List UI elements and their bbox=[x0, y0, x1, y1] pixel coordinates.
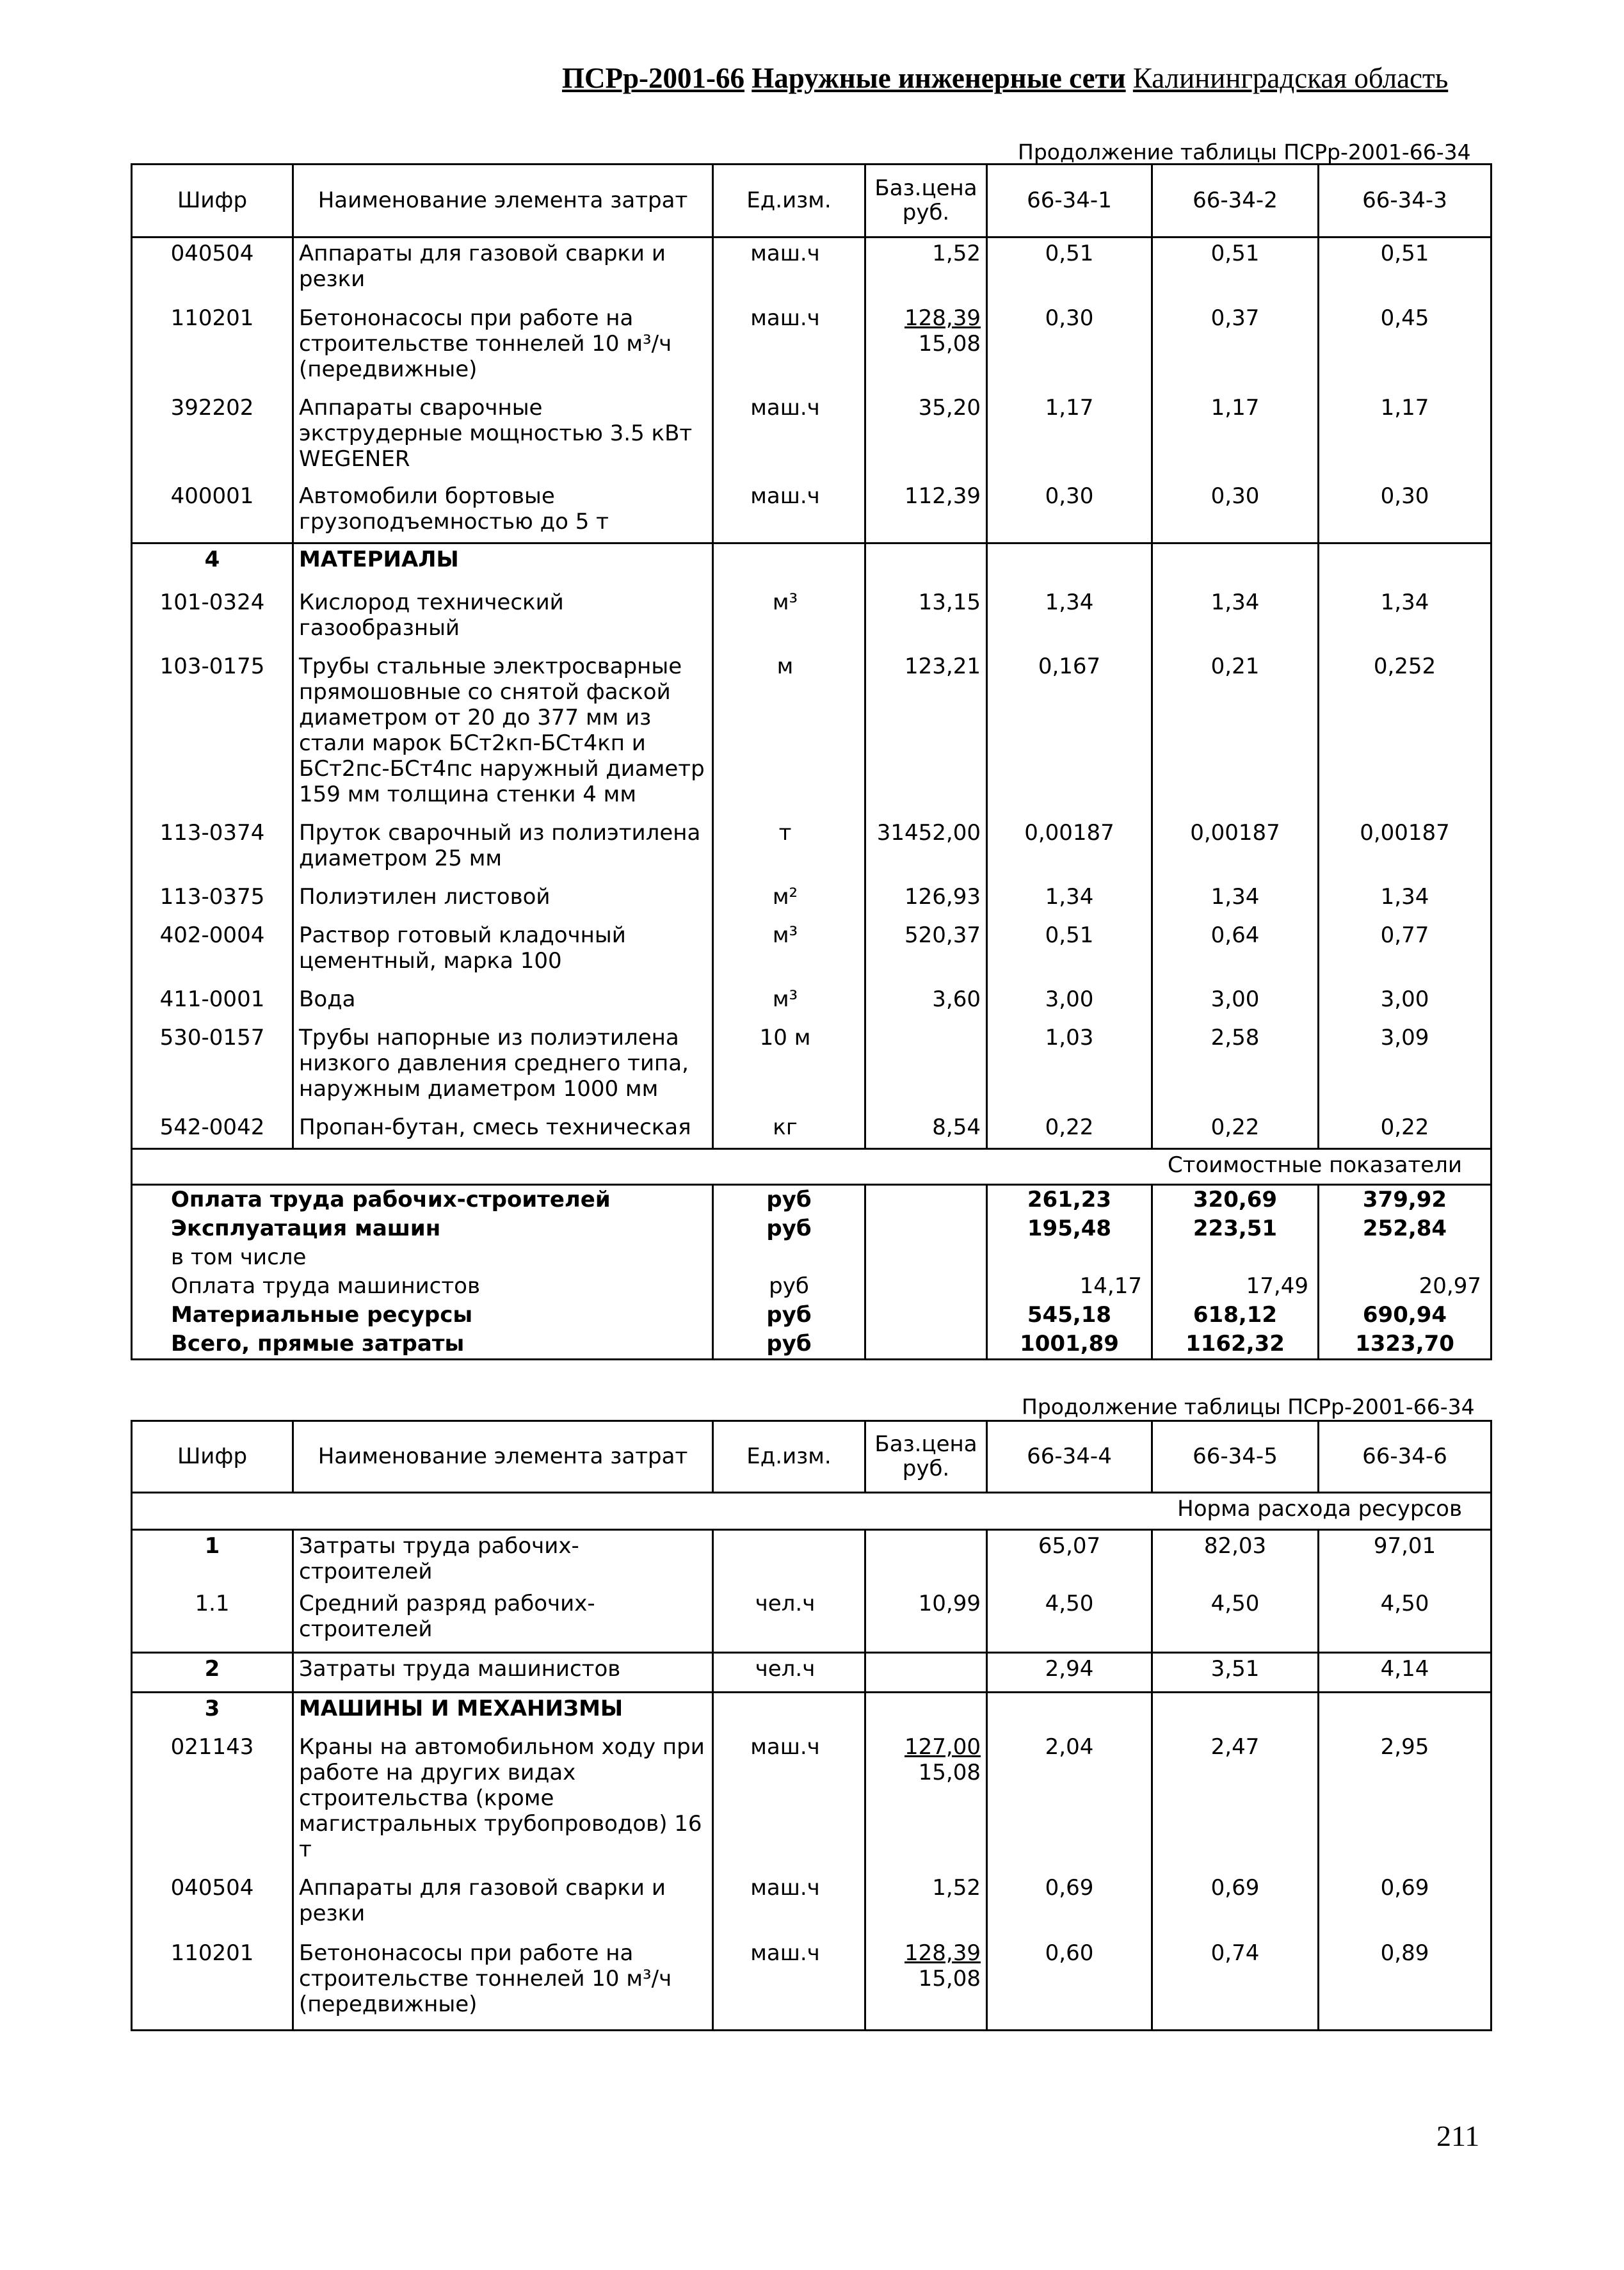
row-price-labor: 15,08 bbox=[918, 1966, 981, 1992]
row-value: 1,34 bbox=[1319, 881, 1491, 920]
summary-row bbox=[132, 1243, 1491, 1272]
row-name: Трубы напорные из полиэтилена низкого давления среднего типа, наружным диаметром 1000 мм bbox=[293, 1022, 713, 1112]
row-value: 0,252 bbox=[1319, 651, 1491, 817]
row-value: 0,69 bbox=[1152, 1872, 1319, 1938]
summary-value: 261,23 bbox=[987, 1185, 1152, 1215]
row-code: 040504 bbox=[170, 241, 254, 266]
col-header-66-34-4: 66-34-4 bbox=[987, 1421, 1152, 1493]
table-row bbox=[132, 1022, 1491, 1112]
row-value: 3,00 bbox=[987, 984, 1152, 1022]
summary-label: Материальные ресурсы bbox=[171, 1302, 473, 1328]
row-code: 113-0374 bbox=[159, 819, 265, 846]
row-price-labor: 15,08 bbox=[918, 1760, 981, 1785]
table-row bbox=[132, 651, 1491, 817]
row-name: Затраты труда рабочих-строителей bbox=[293, 1530, 713, 1589]
norm-header: Норма расхода ресурсов bbox=[132, 1493, 1491, 1530]
row-value: 1,17 bbox=[987, 392, 1152, 481]
row-name: Бетононасосы при работе на строительстве тоннелей 10 м³/ч (передвижные) bbox=[293, 1938, 713, 2030]
table-row bbox=[132, 392, 1491, 481]
summary-row bbox=[132, 1330, 1491, 1360]
row-value: 2,47 bbox=[1152, 1732, 1319, 1872]
summary-value: 195,48 bbox=[987, 1214, 1152, 1243]
row-name: Трубы стальные электросварные прямошовные со снятой фаской диаметром от 20 до 377 мм из стали марок БСт2кп-БСт4кп и БСт2пс-БСт4пс наружный диаметр 159 мм толщина стенки 4 мм bbox=[293, 651, 713, 817]
table-row bbox=[132, 817, 1491, 881]
table2-continuation: Продолжение таблицы ПСРр-2001-66-34 bbox=[1022, 1394, 1475, 1419]
col-header-66-34-1: 66-34-1 bbox=[987, 165, 1152, 237]
row-value: 0,21 bbox=[1152, 651, 1319, 817]
row-value: 1,34 bbox=[1152, 587, 1319, 651]
row-value: 0,00187 bbox=[1319, 817, 1491, 881]
row-unit: чел.ч bbox=[713, 1588, 865, 1652]
row-value: 0,51 bbox=[1319, 237, 1491, 303]
row-name: Пропан-бутан, смесь техническая bbox=[293, 1112, 713, 1149]
row-price bbox=[865, 1022, 987, 1112]
row-price-main: 127,00 bbox=[904, 1734, 981, 1760]
row-unit: т bbox=[713, 817, 865, 881]
summary-label: Эксплуатация машин bbox=[171, 1216, 441, 1241]
cost-header-row bbox=[132, 1149, 1491, 1185]
table1 bbox=[131, 163, 1492, 1360]
row-price-main: 128,39 bbox=[904, 305, 981, 331]
row-code: 400001 bbox=[170, 483, 254, 509]
row-price: 31452,00 bbox=[865, 817, 987, 881]
row-unit: маш.ч bbox=[713, 237, 865, 303]
norm-header-row bbox=[132, 1493, 1491, 1530]
col-header-price: Баз.цена руб. bbox=[865, 165, 987, 237]
row-price: 10,99 bbox=[865, 1588, 987, 1652]
row-price bbox=[865, 1938, 987, 2030]
row-value: 0,69 bbox=[987, 1872, 1152, 1938]
row-value: 2,58 bbox=[1152, 1022, 1319, 1112]
page-number: 211 bbox=[1436, 2120, 1480, 2152]
row-code: 101-0324 bbox=[159, 589, 265, 615]
col-header-name: Наименование элемента затрат bbox=[293, 1421, 713, 1493]
row-value: 0,22 bbox=[1152, 1112, 1319, 1149]
summary-value: 545,18 bbox=[987, 1301, 1152, 1330]
table2-header-row bbox=[132, 1421, 1491, 1493]
row-value: 0,37 bbox=[1152, 303, 1319, 392]
section-number: 4 bbox=[132, 543, 293, 587]
row-value: 0,89 bbox=[1319, 1938, 1491, 2030]
row-value: 1,34 bbox=[1319, 587, 1491, 651]
summary-unit: руб bbox=[713, 1272, 865, 1301]
table-row bbox=[132, 984, 1491, 1022]
row-price: 35,20 bbox=[865, 392, 987, 481]
section-row bbox=[132, 1692, 1491, 1732]
row-value: 0,30 bbox=[1152, 481, 1319, 543]
header-title: Наружные инженерные сети bbox=[752, 62, 1126, 94]
col-header-unit: Ед.изм. bbox=[713, 1421, 865, 1493]
row-value: 0,00187 bbox=[987, 817, 1152, 881]
row-value: 0,167 bbox=[987, 651, 1152, 817]
row-value: 4,14 bbox=[1319, 1652, 1491, 1692]
row-value: 1,34 bbox=[1152, 881, 1319, 920]
row-code: 411-0001 bbox=[159, 986, 265, 1012]
row-unit: маш.ч bbox=[713, 303, 865, 392]
row-value: 3,51 bbox=[1152, 1652, 1319, 1692]
row-unit: кг bbox=[713, 1112, 865, 1149]
cost-header: Стоимостные показатели bbox=[132, 1149, 1491, 1185]
row-value: 1,34 bbox=[987, 587, 1152, 651]
row-code: 021143 bbox=[170, 1734, 254, 1760]
header-region: Калининградская область bbox=[1132, 62, 1449, 94]
row-value: 3,09 bbox=[1319, 1022, 1491, 1112]
row-value: 0,51 bbox=[1152, 237, 1319, 303]
row-code: 113-0375 bbox=[159, 883, 265, 910]
row-unit: м³ bbox=[713, 920, 865, 984]
row-value: 0,30 bbox=[1319, 481, 1491, 543]
row-name: Затраты труда машинистов bbox=[293, 1652, 713, 1692]
summary-value: 223,51 bbox=[1152, 1214, 1319, 1243]
summary-value: 1162,32 bbox=[1152, 1330, 1319, 1360]
row-unit: м² bbox=[713, 881, 865, 920]
row-unit: маш.ч bbox=[713, 392, 865, 481]
row-code: 1 bbox=[204, 1533, 220, 1559]
row-name: Краны на автомобильном ходу при работе на других видах строительства (кроме магистральных трубопроводов) 16 т bbox=[293, 1732, 713, 1872]
summary-row bbox=[132, 1214, 1491, 1243]
row-name: Автомобили бортовые грузоподъемностью до 5 т bbox=[293, 481, 713, 543]
row-unit: маш.ч bbox=[713, 1872, 865, 1938]
row-price bbox=[865, 303, 987, 392]
col-header-66-34-2: 66-34-2 bbox=[1152, 165, 1319, 237]
row-name: Вода bbox=[293, 984, 713, 1022]
table-row bbox=[132, 1112, 1491, 1149]
summary-label: Всего, прямые затраты bbox=[132, 1330, 713, 1360]
row-code: 2 bbox=[132, 1652, 293, 1692]
summary-unit: руб bbox=[713, 1330, 865, 1360]
summary-value: 252,84 bbox=[1319, 1214, 1491, 1243]
summary-unit: руб bbox=[713, 1301, 865, 1330]
summary-value: 14,17 bbox=[987, 1272, 1152, 1301]
col-header-price: Баз.цена руб. bbox=[865, 1421, 987, 1493]
row-value: 1,03 bbox=[987, 1022, 1152, 1112]
summary-unit: руб bbox=[713, 1214, 865, 1243]
row-price: 1,52 bbox=[865, 237, 987, 303]
summary-row bbox=[132, 1185, 1491, 1215]
col-header-code: Шифр bbox=[132, 165, 293, 237]
row-value: 3,00 bbox=[1319, 984, 1491, 1022]
table1-header-row bbox=[132, 165, 1491, 237]
table-row bbox=[132, 237, 1491, 303]
row-code: 103-0175 bbox=[159, 653, 265, 679]
row-price: 123,21 bbox=[865, 651, 987, 817]
row-price: 3,60 bbox=[865, 984, 987, 1022]
section-number: 3 bbox=[132, 1692, 293, 1732]
section-row bbox=[132, 543, 1491, 587]
row-unit: м³ bbox=[713, 984, 865, 1022]
row-unit: м³ bbox=[713, 587, 865, 651]
row-code: 530-0157 bbox=[159, 1024, 265, 1050]
row-name: Аппараты для газовой сварки и резки bbox=[293, 237, 713, 303]
section-title: МАТЕРИАЛЫ bbox=[293, 543, 713, 587]
row-value: 0,30 bbox=[987, 481, 1152, 543]
summary-label: в том числе bbox=[171, 1244, 307, 1270]
summary-value: 618,12 bbox=[1152, 1301, 1319, 1330]
section-title: МАШИНЫ И МЕХАНИЗМЫ bbox=[293, 1692, 713, 1732]
col-header-66-34-5: 66-34-5 bbox=[1152, 1421, 1319, 1493]
row-price: 126,93 bbox=[865, 881, 987, 920]
row-value: 1,34 bbox=[987, 881, 1152, 920]
row-value: 4,50 bbox=[987, 1588, 1152, 1652]
row-name: Полиэтилен листовой bbox=[293, 881, 713, 920]
row-unit: маш.ч bbox=[713, 481, 865, 543]
row-value: 0,60 bbox=[987, 1938, 1152, 2030]
summary-value: 320,69 bbox=[1152, 1185, 1319, 1215]
summary-value: 690,94 bbox=[1319, 1301, 1491, 1330]
row-value: 0,69 bbox=[1319, 1872, 1491, 1938]
table-row bbox=[132, 1652, 1491, 1692]
row-value: 82,03 bbox=[1152, 1530, 1319, 1589]
table-row bbox=[132, 1938, 1491, 2030]
row-value: 2,95 bbox=[1319, 1732, 1491, 1872]
col-header-66-34-3: 66-34-3 bbox=[1319, 165, 1491, 237]
table-row bbox=[132, 1588, 1491, 1652]
table-row bbox=[132, 1872, 1491, 1938]
row-code: 110201 bbox=[170, 1940, 254, 1966]
row-value: 4,50 bbox=[1319, 1588, 1491, 1652]
col-header-unit: Ед.изм. bbox=[713, 165, 865, 237]
row-value: 0,30 bbox=[987, 303, 1152, 392]
table-row bbox=[132, 881, 1491, 920]
row-code: 402-0004 bbox=[159, 922, 265, 948]
row-value: 0,64 bbox=[1152, 920, 1319, 984]
row-value: 0,77 bbox=[1319, 920, 1491, 984]
row-value: 65,07 bbox=[987, 1530, 1152, 1589]
table-row bbox=[132, 481, 1491, 543]
summary-value: 20,97 bbox=[1319, 1272, 1491, 1301]
col-header-code: Шифр bbox=[132, 1421, 293, 1493]
row-price: 1,52 bbox=[865, 1872, 987, 1938]
table-row bbox=[132, 587, 1491, 651]
row-value: 0,45 bbox=[1319, 303, 1491, 392]
row-price: 520,37 bbox=[865, 920, 987, 984]
summary-label: Оплата труда машинистов bbox=[171, 1273, 481, 1299]
row-name: Кислород технический газообразный bbox=[293, 587, 713, 651]
row-unit: маш.ч bbox=[713, 1732, 865, 1872]
row-value: 2,04 bbox=[987, 1732, 1152, 1872]
summary-row bbox=[132, 1272, 1491, 1301]
col-header-66-34-6: 66-34-6 bbox=[1319, 1421, 1491, 1493]
row-code: 110201 bbox=[170, 305, 254, 331]
header-code: ПСРр-2001-66 bbox=[562, 62, 744, 94]
row-value: 2,94 bbox=[987, 1652, 1152, 1692]
row-unit: маш.ч bbox=[713, 1938, 865, 2030]
summary-unit: руб bbox=[713, 1185, 865, 1215]
row-unit: м bbox=[713, 651, 865, 817]
row-price bbox=[865, 1652, 987, 1692]
table-row bbox=[132, 1530, 1491, 1589]
row-price bbox=[865, 1732, 987, 1872]
summary-value: 379,92 bbox=[1319, 1185, 1491, 1215]
row-value: 0,74 bbox=[1152, 1938, 1319, 2030]
row-value: 1,17 bbox=[1152, 392, 1319, 481]
row-value: 0,51 bbox=[987, 237, 1152, 303]
row-unit: 10 м bbox=[713, 1022, 865, 1112]
row-name: Аппараты для газовой сварки и резки bbox=[293, 1872, 713, 1938]
table-row bbox=[132, 1732, 1491, 1872]
row-price: 13,15 bbox=[865, 587, 987, 651]
summary-value: 17,49 bbox=[1152, 1272, 1319, 1301]
row-name: Средний разряд рабочих-строителей bbox=[293, 1588, 713, 1652]
table-row bbox=[132, 920, 1491, 984]
row-value: 1,17 bbox=[1319, 392, 1491, 481]
row-code: 040504 bbox=[170, 1875, 254, 1901]
row-name: Пруток сварочный из полиэтилена диаметром 25 мм bbox=[293, 817, 713, 881]
row-value: 97,01 bbox=[1319, 1530, 1491, 1589]
row-value: 0,00187 bbox=[1152, 817, 1319, 881]
row-value: 0,22 bbox=[1319, 1112, 1491, 1149]
document-header bbox=[562, 61, 1448, 95]
row-value: 0,51 bbox=[987, 920, 1152, 984]
summary-label: Оплата труда рабочих-строителей bbox=[171, 1187, 611, 1212]
row-code: 1.1 bbox=[195, 1591, 230, 1616]
row-price bbox=[865, 1530, 987, 1589]
row-price: 8,54 bbox=[865, 1112, 987, 1149]
summary-value: 1001,89 bbox=[987, 1330, 1152, 1360]
row-price: 112,39 bbox=[865, 481, 987, 543]
table1-continuation: Продолжение таблицы ПСРр-2001-66-34 bbox=[1018, 140, 1471, 165]
row-code: 542-0042 bbox=[159, 1114, 265, 1140]
row-name: Бетононасосы при работе на строительстве тоннелей 10 м³/ч (передвижные) bbox=[293, 303, 713, 392]
summary-row bbox=[132, 1301, 1491, 1330]
row-name: Аппараты сварочные экструдерные мощностью 3.5 кВт WEGENER bbox=[293, 392, 713, 481]
row-value: 4,50 bbox=[1152, 1588, 1319, 1652]
row-price-labor: 15,08 bbox=[918, 330, 981, 357]
row-unit: чел.ч bbox=[713, 1652, 865, 1692]
summary-value: 1323,70 bbox=[1319, 1330, 1491, 1360]
col-header-name: Наименование элемента затрат bbox=[293, 165, 713, 237]
row-name: Раствор готовый кладочный цементный, марка 100 bbox=[293, 920, 713, 984]
table2 bbox=[131, 1420, 1492, 2031]
row-unit bbox=[713, 1530, 865, 1589]
row-value: 0,22 bbox=[987, 1112, 1152, 1149]
table-row bbox=[132, 303, 1491, 392]
row-price-main: 128,39 bbox=[904, 1940, 981, 1966]
row-code: 392202 bbox=[170, 394, 254, 421]
row-value: 3,00 bbox=[1152, 984, 1319, 1022]
